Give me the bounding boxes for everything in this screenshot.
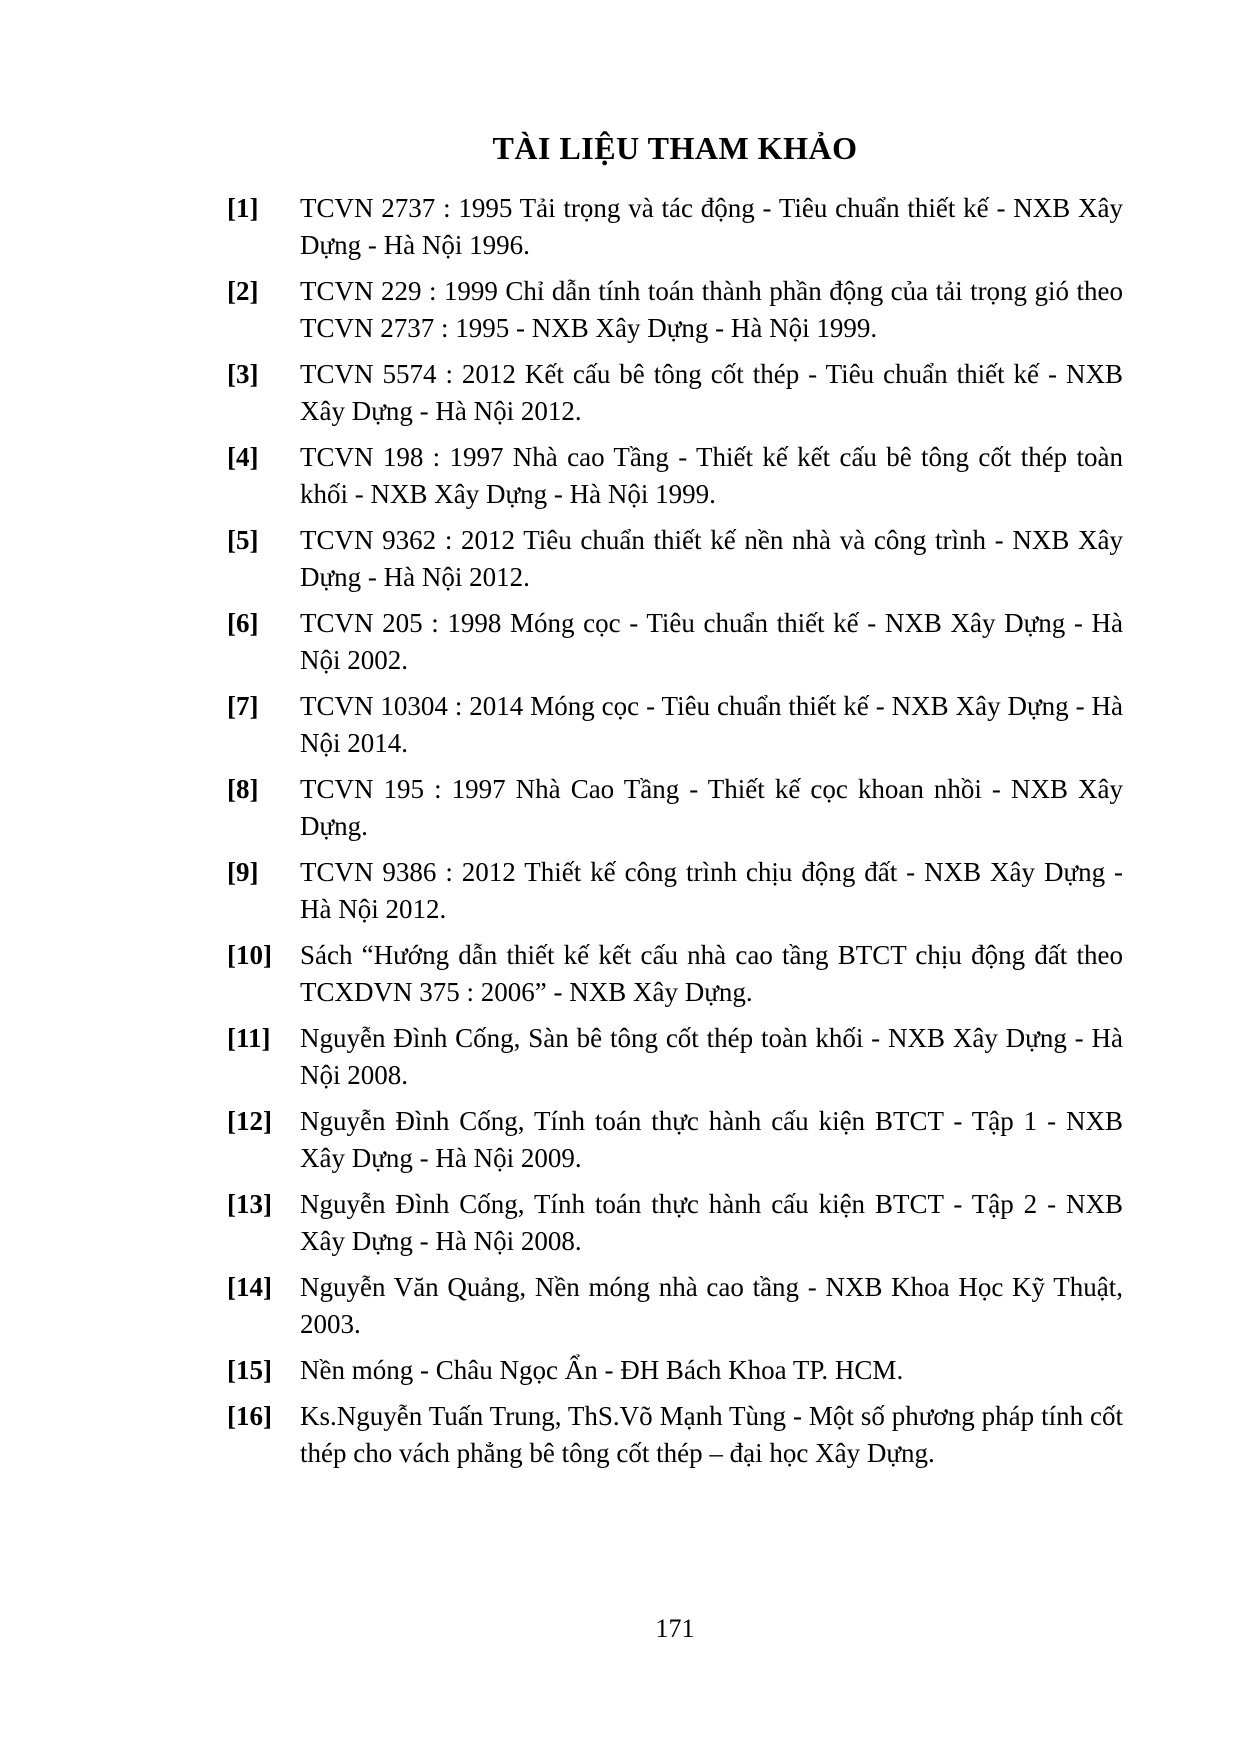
reference-item (227, 605, 1123, 679)
reference-text: Nguyễn Đình Cống, Tính toán thực hành cấu kiện BTCT - Tập 2 - NXB Xây Dựng - Hà Nội 2008. (300, 1189, 1123, 1256)
reference-item (227, 439, 1123, 513)
reference-label: [12] (227, 1106, 272, 1136)
reference-text: TCVN 229 : 1999 Chỉ dẫn tính toán thành phần động của tải trọng gió theo TCVN 2737 : 1995 - NXB Xây Dựng - Hà Nội 1999. (300, 276, 1123, 343)
reference-label: [14] (227, 1272, 272, 1302)
reference-text: TCVN 205 : 1998 Móng cọc - Tiêu chuẩn thiết kế - NXB Xây Dựng - Hà Nội 2002. (300, 608, 1123, 675)
reference-text: Ks.Nguyễn Tuấn Trung, ThS.Võ Mạnh Tùng - Một số phương pháp tính cốt thép cho vách phẳng bê tông cốt thép – đại học Xây Dựng. (300, 1401, 1123, 1468)
reference-text: TCVN 5574 : 2012 Kết cấu bê tông cốt thép - Tiêu chuẩn thiết kế - NXB Xây Dựng - Hà Nội 2012. (300, 359, 1123, 426)
reference-item (227, 1186, 1123, 1260)
reference-label: [6] (227, 608, 259, 638)
reference-item (227, 273, 1123, 347)
reference-text: Nguyễn Đình Cống, Tính toán thực hành cấu kiện BTCT - Tập 1 - NXB Xây Dựng - Hà Nội 2009. (300, 1106, 1123, 1173)
reference-item (227, 1398, 1123, 1472)
reference-label: [9] (227, 857, 259, 887)
references-list (227, 190, 1123, 1472)
reference-item (227, 688, 1123, 762)
page-content (227, 128, 1123, 1481)
reference-text: TCVN 10304 : 2014 Móng cọc - Tiêu chuẩn thiết kế - NXB Xây Dựng - Hà Nội 2014. (300, 691, 1123, 758)
page-title: TÀI LIỆU THAM KHẢO (492, 130, 858, 166)
reference-text: Nguyễn Đình Cống, Sàn bê tông cốt thép toàn khối - NXB Xây Dựng - Hà Nội 2008. (300, 1023, 1123, 1090)
reference-label: [7] (227, 691, 259, 721)
reference-label: [10] (227, 940, 272, 970)
reference-label: [4] (227, 442, 259, 472)
reference-text: Sách “Hướng dẫn thiết kế kết cấu nhà cao tầng BTCT chịu động đất theo TCXDVN 375 : 2006” - NXB Xây Dựng. (300, 940, 1123, 1007)
reference-text: TCVN 9362 : 2012 Tiêu chuẩn thiết kế nền nhà và công trình - NXB Xây Dựng - Hà Nội 2012. (300, 525, 1123, 592)
reference-item (227, 1020, 1123, 1094)
reference-item (227, 937, 1123, 1011)
reference-label: [11] (227, 1023, 271, 1053)
reference-label: [16] (227, 1401, 272, 1431)
reference-text: TCVN 9386 : 2012 Thiết kế công trình chịu động đất - NXB Xây Dựng - Hà Nội 2012. (300, 857, 1123, 924)
page-number: 171 (655, 1614, 695, 1643)
reference-text: Nền móng - Châu Ngọc Ẩn - ĐH Bách Khoa TP. HCM. (300, 1355, 904, 1385)
reference-text: TCVN 198 : 1997 Nhà cao Tầng - Thiết kế kết cấu bê tông cốt thép toàn khối - NXB Xây Dựng - Hà Nội 1999. (300, 442, 1123, 509)
reference-item (227, 1352, 1123, 1389)
reference-item (227, 190, 1123, 264)
reference-label: [1] (227, 193, 259, 223)
reference-label: [8] (227, 774, 259, 804)
reference-text: Nguyễn Văn Quảng, Nền móng nhà cao tầng - NXB Khoa Học Kỹ Thuật, 2003. (300, 1272, 1123, 1339)
reference-item (227, 356, 1123, 430)
reference-label: [15] (227, 1355, 272, 1385)
reference-item (227, 771, 1123, 845)
reference-item (227, 522, 1123, 596)
reference-text: TCVN 2737 : 1995 Tải trọng và tác động - Tiêu chuẩn thiết kế - NXB Xây Dựng - Hà Nội 1996. (300, 193, 1123, 260)
reference-label: [3] (227, 359, 259, 389)
reference-label: [2] (227, 276, 259, 306)
reference-label: [5] (227, 525, 259, 555)
reference-item (227, 1269, 1123, 1343)
reference-item (227, 1103, 1123, 1177)
reference-text: TCVN 195 : 1997 Nhà Cao Tầng - Thiết kế cọc khoan nhồi - NXB Xây Dựng. (300, 774, 1123, 841)
reference-item (227, 854, 1123, 928)
reference-label: [13] (227, 1189, 272, 1219)
